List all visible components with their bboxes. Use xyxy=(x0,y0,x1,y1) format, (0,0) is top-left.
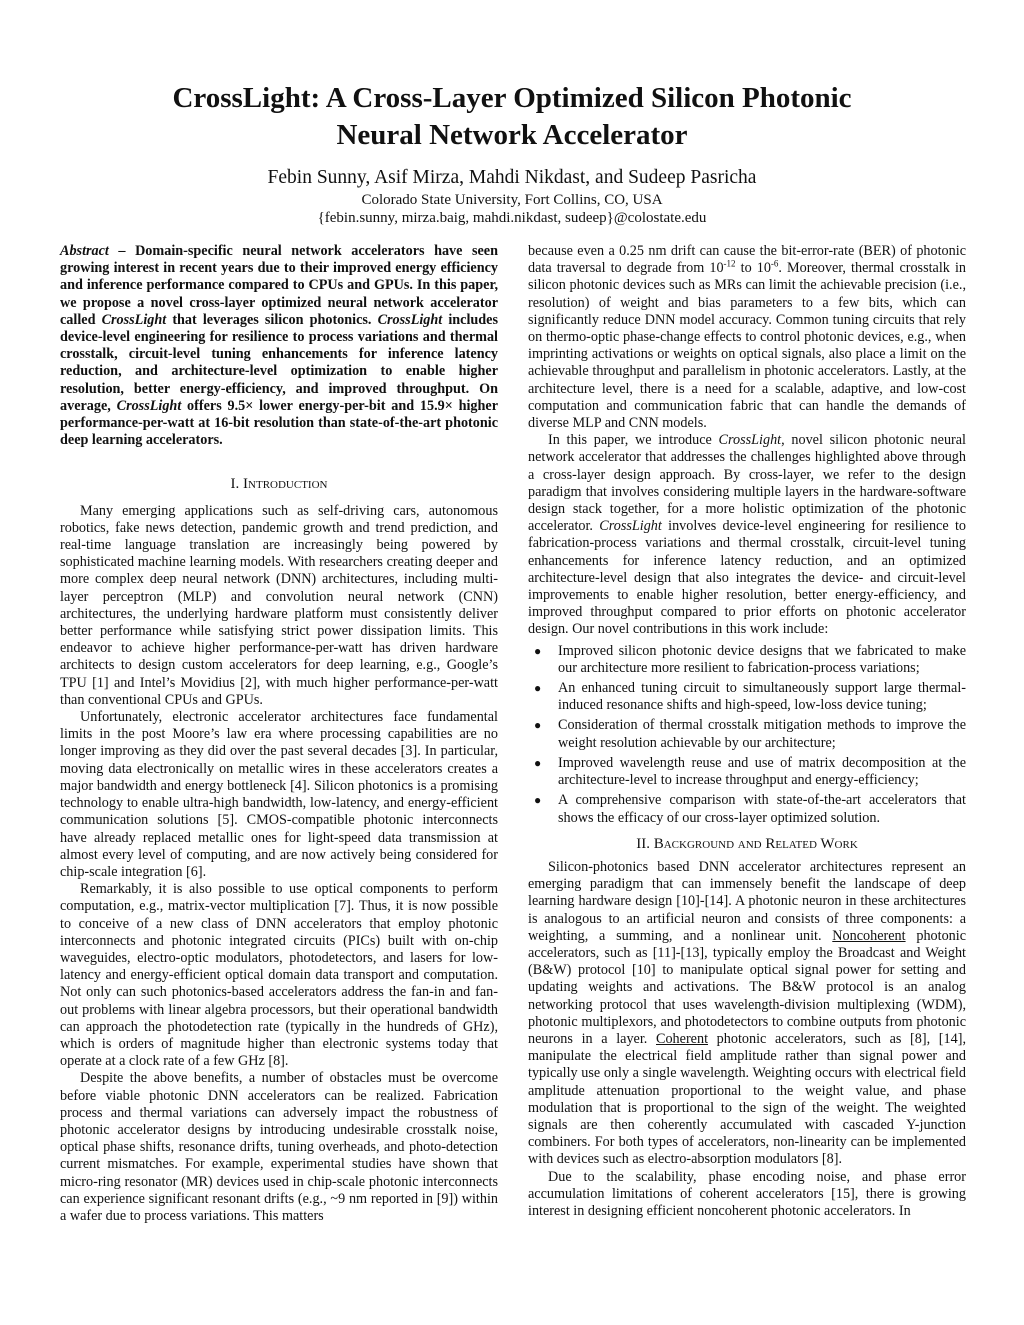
bullet-icon: ● xyxy=(534,755,542,770)
right-paragraph-1: because even a 0.25 nm drift can cause the bit-error-rate (BER) of photonic data traversal to degrade from $10^{-12}$ to $10^{-6}$. Moreover, thermal crosstalk in silicon photonic devices such as MRs can limit the achievable precision (i.e., resolution) of weight and bias parameters to a few bits, which can significantly reduce DNN model accuracy. Common tuning circuits that rely on thermo-optic phase-change effects to control photonic devices, e.g., when imprinting activations or weights on optical signals, also place a limit on the achievable throughput and parallelism in photonic accelerators. Lastly, at the architecture level, there is a need for a scalable, adaptive, and low-cost computation and communication fabric that can handle the demands of diverse MLP and CNN models. xyxy=(528,243,966,432)
bullet-icon: ● xyxy=(534,643,542,658)
contributions-list xyxy=(528,643,966,827)
list-item: ● An enhanced tuning circuit to simultaneously support large thermal-induced resonance shifts and high-speed, low-loss device tuning; xyxy=(534,680,966,714)
section-heading-background: II. Background and Related Work xyxy=(636,835,858,852)
list-item: ● Improved wavelength reuse and use of matrix decomposition at the architecture-level to increase throughput and energy-efficiency; xyxy=(534,754,966,789)
background-paragraph-1: Silicon-photonics based DNN accelerator architectures represent an emerging paradigm that can immensely benefit the landscape of deep learning hardware design [10]-[14]. A photonic neuron in these architectures is analogous to an artificial neuron and consists of three components: a weighting, a summing, and a nonlinear unit. Noncoherent photonic accelerators, such as [11]-[13], typically employ the Broadcast and Weight (B&W) protocol [10] to manipulate optical signal power for setting and updating weights and activations. The B&W protocol is an analog networking protocol that uses wavelength-division multiplexing (WDM), photonic multiplexors, and photodetectors to combine outputs from photonic neurons in a layer. Coherent photonic accelerators, such as [8], [14], manipulate the electrical field amplitude rather than signal power and typically use only a single wavelength. Weighting occurs with electrical field amplitude attenuation proportional to the weight value, and phase modulation that is proportional to the sign of the weight. The weighted signals are then coherently accumulated with cascaded Y-junction combiners. For both types of accelerators, non-linearity can be implemented with devices such as electro-absorption modulators [8]. xyxy=(528,858,966,1168)
bullet-icon: ● xyxy=(534,793,542,808)
intro-paragraph-1: Many emerging applications such as self-driving cars, autonomous robotics, fake news detection, pandemic growth and trend prediction, and real-time language translation are increasingly being powered by sophisticated machine learning models. With researchers creating deeper and more complex deep neural network (DNN) architectures, including multi-layer perceptron (MLP) and convolution neural network (CNN) architectures, the underlying hardware platform must consistently deliver better performance while satisfying strict power dissipation limits. This endeavor to achieve higher performance-per-watt has driven hardware architects to design custom accelerators for deep learning, e.g., Google’s TPU [1] and Intel’s Movidius [2], with much higher performance-per-watt than conventional CPUs and GPUs. xyxy=(60,502,498,708)
left-column xyxy=(60,243,498,1225)
intro-paragraph-2: Unfortunately, electronic accelerator architectures face fundamental limits in the post Moore’s law era where processing capabilities are no longer improving as they did over the past several decades [3]. In particular, moving data electronically on metallic wires in these accelerators creates a major bandwidth and energy bottleneck [4]. Silicon photonics is a promising technology to enable ultra-high bandwidth, low-latency, and energy-efficient communication solutions [5]. CMOS-compatible photonic interconnects have already replaced metallic ones for light-speed data transmission at almost every level of computing, and are now actively being considered for chip-scale integration [6]. xyxy=(60,709,498,880)
title-line-2: Neural Network Accelerator xyxy=(336,119,688,151)
background-paragraph-2: Due to the scalability, phase encoding noise, and phase error accumulation limitations of coherent accelerators [15], there is growing interest in designing efficient noncoherent photonic accelerators. In xyxy=(528,1168,966,1219)
bullet-icon: ● xyxy=(534,718,542,733)
paper-title xyxy=(0,80,1024,154)
right-paragraph-2: In this paper, we introduce CrossLight, novel silicon photonic neural network accelerator that addresses the challenges highlighted above through a cross-layer design approach. By cross-layer, we refer to the design paradigm that involves considering multiple layers in the hardware-software design stack together, for a more holistic optimization of the photonic accelerator. CrossLight involves device-level engineering for resilience to fabrication-process variations and thermal crosstalk, circuit-level tuning enhancements for inference latency reduction, and an optimized architecture-level design that also integrates the device- and circuit-level improvements to enable higher resolution, better energy-efficiency, and improved throughput compared to prior efforts on photonic accelerator design. Our novel contributions in this work include: xyxy=(528,432,967,638)
section-heading-introduction: I. Introduction xyxy=(230,476,328,493)
author-emails: {febin.sunny, mirza.baig, mahdi.nikdast, sudeep}@colostate.edu xyxy=(317,210,707,226)
authors: Febin Sunny, Asif Mirza, Mahdi Nikdast, and Sudeep Pasricha xyxy=(267,167,757,188)
abstract-label: Abstract xyxy=(60,243,109,259)
affiliation: Colorado State University, Fort Collins, CO, USA xyxy=(361,192,663,208)
intro-paragraph-4: Despite the above benefits, a number of obstacles must be overcome before viable photonic DNN accelerators can be realized. Fabrication process and thermal variations can adversely impact the robustness of photonic accelerator designs by introducing undesirable crosstalk noise, optical phase shifts, resonance drifts, tuning overheads, and photo-detection current mismatches. For example, experimental studies have shown that micro-ring resonator (MR) devices used in chip-scale photonic interconnects can experience significant resonant drifts (e.g., ~9 nm reported in [9]) within a wafer due to process variations. This matters xyxy=(60,1070,498,1224)
list-item: ● Consideration of thermal crosstalk mitigation methods to improve the weight resolution achievable by our architecture; xyxy=(534,717,966,751)
title-line-1: CrossLight: A Cross-Layer Optimized Silicon Photonic xyxy=(172,82,852,114)
intro-paragraph-3: Remarkably, it is also possible to use optical components to perform computation, e.g., matrix-vector multiplication [7]. Thus, it is now possible to conceive of a new class of DNN accelerators that employ photonic interconnects and photonic integrated circuits (PICs) built with on-chip waveguides, electro-optic modulators, photodetectors, and lasers for low-latency and energy-efficient optical domain data transport and computation. Not only can such photonics-based accelerators address the fan-in and fan-out problems with linear algebra processors, but their operational bandwidth can approach the photodetection rate (typically in the hundreds of GHz), which is orders of magnitude higher than electronic systems today that operate at a clock rate of a few GHz [8]. xyxy=(60,881,498,1070)
list-item: ● Improved silicon photonic device designs that we fabricated to make our architecture more resilient to fabrication-process variations; xyxy=(534,642,966,676)
abstract: Abstract – Domain-specific neural network accelerators have seen growing interest in recent years due to their improved energy efficiency and inference performance compared to CPUs and GPUs. In this paper, we propose a novel cross-layer optimized neural network accelerator called CrossLight that leverages silicon photonics. CrossLight includes device-level engineering for resilience to process variations and thermal crosstalk, circuit-level tuning enhancements for inference latency reduction, and architecture-level optimization to enable higher resolution, better energy-efficiency, and improved throughput. On average, CrossLight offers 9.5× lower energy-per-bit and 15.9× higher performance-per-watt at 16-bit resolution than state-of-the-art photonic deep learning accelerators. xyxy=(60,243,498,449)
bullet-icon: ● xyxy=(534,681,542,696)
right-column xyxy=(528,243,966,1220)
list-item: ● A comprehensive comparison with state-of-the-art accelerators that shows the efficacy of our cross-layer optimized solution. xyxy=(534,792,966,826)
